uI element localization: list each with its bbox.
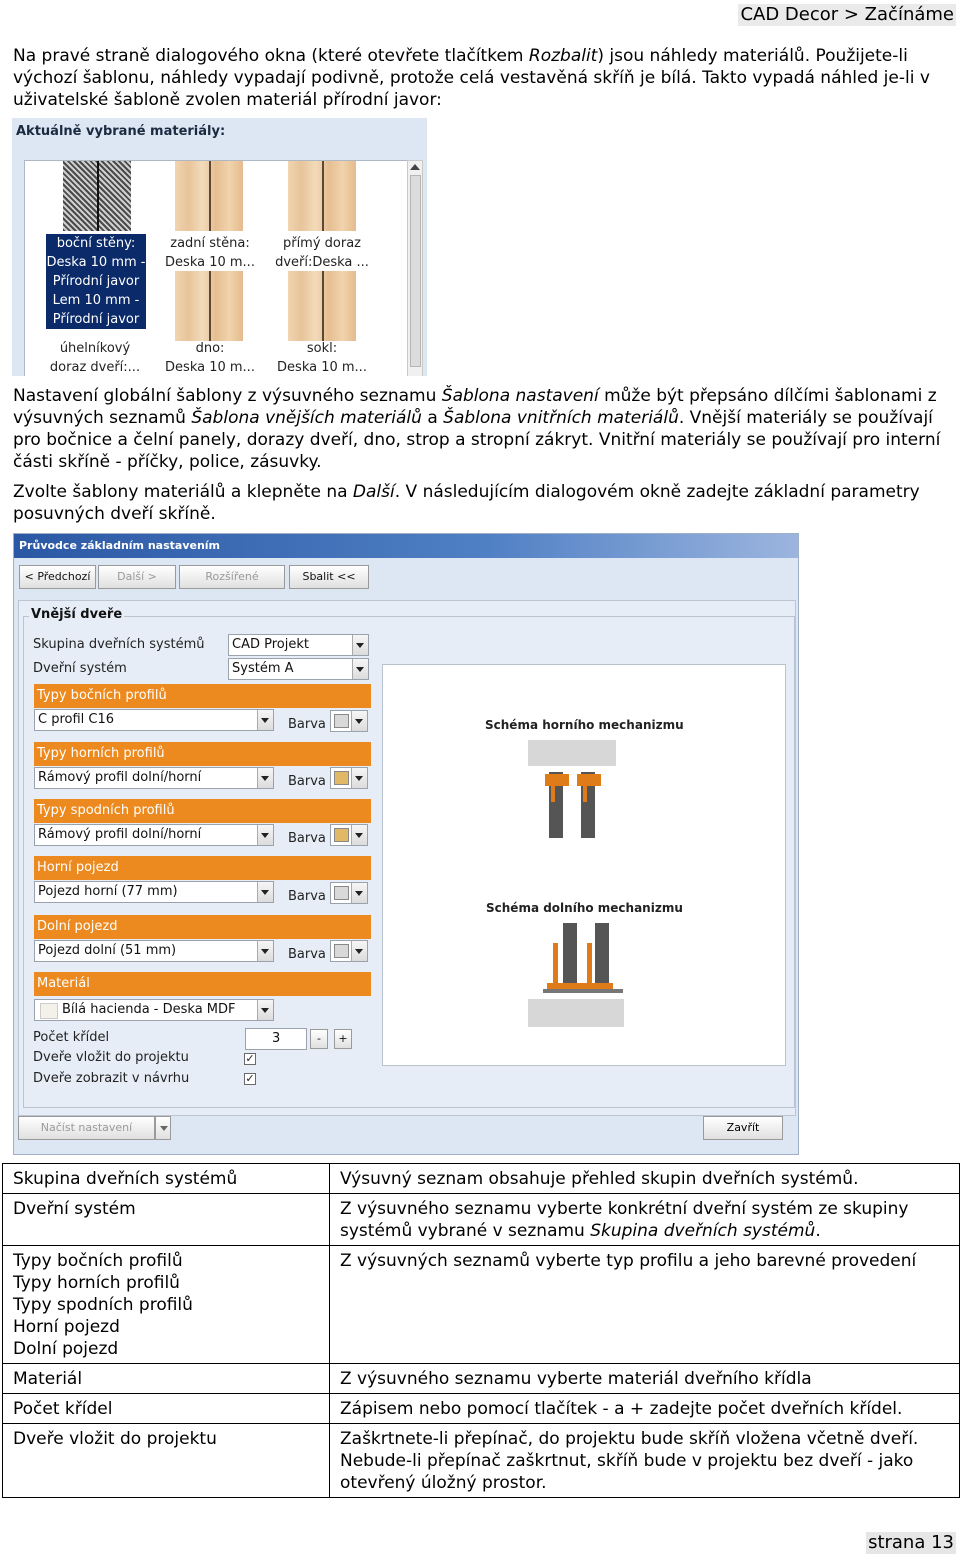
intro-text-italic: Rozbalit: [528, 46, 598, 66]
color-swatch: [334, 886, 349, 900]
chevron-down-icon[interactable]: [257, 768, 273, 788]
material-select[interactable]: [34, 999, 274, 1021]
chevron-down-icon[interactable]: [257, 1000, 273, 1020]
p2-text-d: . Vnější materiály se používají pro bočnice a čelní panely, dorazy dveří, dno, strop a stropní zákryt. Vnitřní materiály se používají pro interní části skříně - příčky, police, zásuvky.: [13, 408, 941, 472]
color-swatch: [334, 944, 349, 958]
table-cell-desc: Z výsuvného seznamu vyberte materiál dveřního křídla: [330, 1364, 960, 1394]
material-swatch-bottom[interactable]: [175, 271, 243, 341]
material-label-back[interactable]: zadní stěna: Deska 10 m...: [165, 236, 255, 270]
door-group-label: Skupina dveřních systémů: [33, 637, 205, 652]
dialog-title: Průvodce základním nastavením: [14, 534, 798, 558]
color-swatch: [334, 714, 349, 728]
material-label-door-stop[interactable]: přímý doraz dveří:Deska ...: [275, 236, 369, 270]
desc-italic: Skupina dveřních systémů: [590, 1221, 816, 1241]
material-swatch-back[interactable]: [175, 161, 243, 231]
top-profiles-color-picker[interactable]: [330, 767, 368, 789]
advanced-button[interactable]: Rozšířené: [179, 565, 285, 589]
term: Dveře vložit do projektu: [13, 1429, 217, 1449]
door-group-value: CAD Projekt: [232, 637, 309, 652]
door-system-label: Dveřní systém: [33, 661, 127, 676]
top-track-value: Pojezd horní (77 mm): [38, 884, 178, 899]
top-profiles-select[interactable]: [34, 767, 274, 789]
p2-italic-c: Šablona vnitřních materiálů: [443, 408, 679, 428]
chevron-down-icon[interactable]: [351, 825, 367, 845]
door-system-select[interactable]: [228, 658, 369, 680]
bottom-profiles-header: Typy spodních profilů: [34, 799, 371, 823]
table-cell-term: [3, 1424, 330, 1498]
color-swatch: [334, 771, 349, 785]
chevron-down-icon[interactable]: [257, 882, 273, 902]
desc-text-a: Z výsuvného seznamu vyberte konkrétní dveřní systém ze skupiny systémů vybrané v seznamu: [340, 1199, 909, 1241]
term: Dveřní systém: [13, 1199, 136, 1219]
side-profiles-select[interactable]: [34, 709, 274, 731]
top-profiles-header: Typy horních profilů: [34, 742, 371, 766]
term: Skupina dveřních systémů: [13, 1169, 238, 1189]
intro-text-b: ) jsou náhledy materiálů. Použijete-li výchozí šablonu, náhledy vypadají podivně, protože celá vestavěná skříň je bílá. Takto vypadá náhled je-li v uživatelské šabloně zvolen materiál přírodní javor:: [13, 46, 930, 110]
term: Horní pojezd: [13, 1317, 120, 1337]
load-settings-dropdown[interactable]: [155, 1116, 171, 1140]
table-cell-term: [3, 1394, 330, 1424]
bottom-track-color-label: Barva: [288, 947, 326, 962]
materials-preview-title: Aktuálně vybrané materiály:: [16, 124, 226, 139]
p3-text-b: . V následujícím dialogovém okně zadejte základní parametry posuvných dveří skříně.: [13, 482, 920, 524]
p3-text-a: Zvolte šablony materiálů a klepněte na: [13, 482, 353, 502]
chevron-down-icon[interactable]: [257, 941, 273, 961]
chevron-down-icon[interactable]: [352, 659, 368, 679]
p2-text-a: Nastavení globální šablony z výsuvného seznamu: [13, 386, 442, 406]
bottom-track-header: Dolní pojezd: [34, 915, 371, 939]
table-cell-term: [3, 1164, 330, 1194]
page-number: strana 13: [868, 1532, 954, 1553]
term: Materiál: [13, 1369, 83, 1389]
chevron-down-icon: [160, 1126, 168, 1131]
chevron-down-icon[interactable]: [351, 711, 367, 731]
top-mechanism-drawing: [523, 740, 633, 840]
table-cell-desc: Výsuvný seznam obsahuje přehled skupin dveřních systémů.: [330, 1164, 960, 1194]
close-button[interactable]: Zavřít: [703, 1116, 783, 1140]
chevron-down-icon[interactable]: [257, 825, 273, 845]
table-cell-term: [3, 1246, 330, 1364]
materials-scrollbar[interactable]: [407, 160, 423, 376]
door-group-select[interactable]: [228, 634, 369, 656]
side-profiles-header: Typy bočních profilů: [34, 684, 371, 708]
material-header: Materiál: [34, 972, 371, 996]
table-cell-desc: [330, 1194, 960, 1246]
side-profiles-color-picker[interactable]: [330, 710, 368, 732]
bottom-profiles-value: Rámový profil dolní/horní: [38, 827, 202, 842]
bottom-profiles-select[interactable]: [34, 824, 274, 846]
table-cell-term: [3, 1364, 330, 1394]
prev-button[interactable]: < Předchozí: [19, 565, 96, 589]
decrement-button[interactable]: -: [310, 1029, 328, 1049]
outer-doors-group-label: Vnější dveře: [31, 607, 123, 622]
table-cell-desc: Z výsuvných seznamů vyberte typ profilu a jeho barevné provedení: [330, 1246, 960, 1364]
table-row: [3, 1194, 960, 1246]
p2-text-c: a: [421, 408, 444, 428]
load-settings-button[interactable]: Načíst nastavení: [18, 1116, 155, 1140]
material-label-bottom[interactable]: dno: Deska 10 m...: [165, 341, 255, 375]
next-button[interactable]: Další >: [98, 565, 176, 589]
material-color-swatch: [40, 1003, 58, 1019]
table-row: [3, 1246, 960, 1364]
material-label-plinth[interactable]: sokl: Deska 10 m...: [277, 341, 367, 375]
term: Typy spodních profilů: [13, 1295, 193, 1315]
materials-preview: [12, 118, 427, 376]
bottom-profiles-color-picker[interactable]: [330, 824, 368, 846]
term: Typy horních profilů: [13, 1273, 180, 1293]
bottom-track-value: Pojezd dolní (51 mm): [38, 943, 177, 958]
top-profiles-color-label: Barva: [288, 774, 326, 789]
chevron-down-icon[interactable]: [351, 883, 367, 903]
insert-doors-checkbox[interactable]: ✓: [245, 1052, 255, 1065]
bottom-track-color-picker[interactable]: [330, 940, 368, 962]
table-row: [3, 1394, 960, 1424]
scroll-up-icon[interactable]: [410, 164, 420, 170]
top-track-color-picker[interactable]: [330, 882, 368, 904]
color-swatch: [334, 828, 349, 842]
side-profiles-color-label: Barva: [288, 717, 326, 732]
material-swatch-side[interactable]: [63, 161, 131, 231]
show-doors-label: Dveře zobrazit v návrhu: [33, 1071, 190, 1086]
header-breadcrumb: CAD Decor > Začínáme: [740, 4, 954, 25]
paragraph-next-step: [13, 481, 948, 525]
table-row: [3, 1164, 960, 1194]
material-swatch-plinth[interactable]: [288, 271, 356, 341]
chevron-down-icon[interactable]: [351, 768, 367, 788]
bottom-track-select[interactable]: [34, 940, 274, 962]
top-profiles-value: Rámový profil dolní/horní: [38, 770, 202, 785]
term: Typy bočních profilů: [13, 1251, 183, 1271]
intro-paragraph: [13, 45, 948, 111]
term: Počet křídel: [13, 1399, 113, 1419]
materials-list: [24, 160, 409, 376]
top-track-color-label: Barva: [288, 889, 326, 904]
material-label-angle-stop[interactable]: úhelníkový doraz dveří:...: [49, 341, 141, 375]
chevron-down-icon[interactable]: [351, 941, 367, 961]
count-input[interactable]: 3: [245, 1028, 307, 1050]
p2-italic-a: Šablona nastavení: [441, 386, 599, 406]
top-track-select[interactable]: [34, 881, 274, 903]
insert-doors-label: Dveře vložit do projektu: [33, 1050, 189, 1065]
intro-text-a: Na pravé straně dialogového okna (které otevřete tlačítkem: [13, 46, 529, 66]
material-label-side[interactable]: boční stěny: Deska 10 mm - Přírodní javor Lem 10 mm - Přírodní javor: [46, 236, 146, 327]
material-swatch-door-stop[interactable]: [288, 161, 356, 231]
p2-text-b: může být přepsáno dílčími šablonami z výsuvných seznamů: [13, 386, 937, 428]
term: Dolní pojezd: [13, 1339, 119, 1359]
wizard-dialog: [13, 533, 799, 1155]
parameters-table: [2, 1163, 960, 1498]
table-row: [3, 1364, 960, 1394]
table-cell-term: [3, 1194, 330, 1246]
material-value: Bílá hacienda - Deska MDF: [62, 1002, 236, 1017]
schema-bottom-title: Schéma dolního mechanizmu: [486, 901, 683, 915]
show-doors-checkbox[interactable]: ✓: [245, 1072, 255, 1085]
top-track-header: Horní pojezd: [34, 856, 371, 880]
bottom-profiles-color-label: Barva: [288, 831, 326, 846]
door-system-value: Systém A: [232, 661, 294, 676]
collapse-button[interactable]: Sbalit <<: [289, 565, 369, 589]
paragraph-templates: [13, 385, 948, 473]
desc-text-b: .: [815, 1221, 821, 1241]
count-label: Počet křídel: [33, 1030, 110, 1045]
scroll-thumb[interactable]: [410, 175, 421, 367]
schema-top-title: Schéma horního mechanizmu: [485, 718, 684, 732]
bottom-mechanism-drawing: [523, 923, 633, 1033]
table-row: [3, 1424, 960, 1498]
increment-button[interactable]: +: [334, 1029, 352, 1049]
p3-italic: Další: [352, 482, 395, 502]
side-profiles-value: C profil C16: [38, 712, 115, 727]
p2-italic-b: Šablona vnějších materiálů: [191, 408, 422, 428]
table-cell-desc: Zápisem nebo pomocí tlačítek - a + zadejte počet dveřních křídel.: [330, 1394, 960, 1424]
chevron-down-icon[interactable]: [257, 710, 273, 730]
mechanism-preview: [382, 664, 786, 1066]
chevron-down-icon[interactable]: [352, 635, 368, 655]
table-cell-desc: Zaškrtnete-li přepínač, do projektu bude skříň vložena včetně dveří. Nebude-li přepínač zaškrtnut, skříň bude v projektu bez dveří - jako otevřený úložný prostor.: [330, 1424, 960, 1498]
